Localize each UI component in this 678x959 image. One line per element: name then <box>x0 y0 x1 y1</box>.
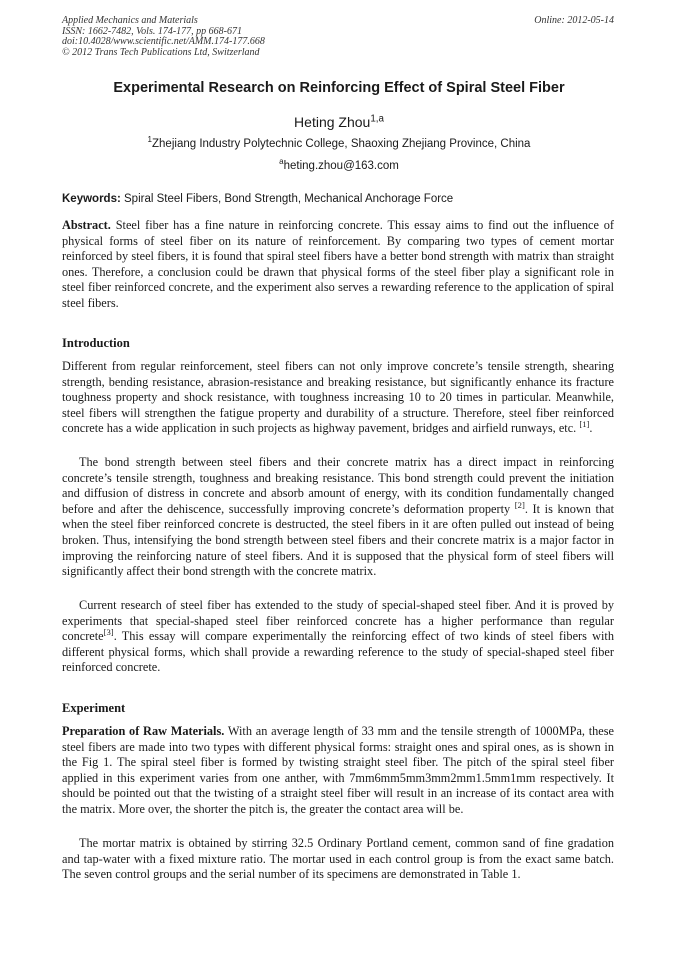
affiliation-mark: 1 <box>147 135 153 145</box>
section-heading-experiment: Experiment <box>62 701 126 715</box>
citation-2: [2] <box>514 499 525 510</box>
intro-paragraph-2 <box>62 455 614 580</box>
section-heading-introduction: Introduction <box>62 336 130 350</box>
keywords <box>62 193 614 205</box>
citation-3: [3] <box>103 627 114 638</box>
experiment-paragraph-2: The mortar matrix is obtained by stirring 32.5 Ordinary Portland cement, common sand of fine gradation and tap-water with a fixed mixture ratio. The mortar used in each control group is from the exact same batch. The seven control groups and the serial number of its specimens are demonstrated in Table 1. <box>62 836 614 882</box>
affiliation-text: Zhejiang Industry Polytechnic College, Shaoxing Zhejiang Province, China <box>152 138 531 150</box>
abstract <box>62 218 614 312</box>
journal-name: Applied Mechanics and Materials <box>62 15 198 26</box>
intro-p2-text-b: . It is known that when the steel fiber reinforced concrete is destructed, the steel fibers in it are often pulled out instead of being broken. Thus, intensifying the bond strength between steel fibers and their concrete matrix is a major factor in improving the reinforcing nature of steel fibers. And it is supposed that the physical form of steel fibers will significantly affect their bond strength with the concrete matrix. <box>62 501 614 579</box>
intro-p3-text-b: . This essay will compare experimentally the reinforcing effect of two kinds of steel fibers with different physical forms, which shall provide a rewarding reference to the study of special-shaped steel fiber reinforced concrete. <box>62 629 614 675</box>
keywords-label: Keywords: <box>62 193 121 205</box>
author-line <box>0 114 678 130</box>
author-marks: 1,a <box>370 113 384 125</box>
copyright-line: © 2012 Trans Tech Publications Ltd, Switzerland <box>62 46 260 58</box>
subsection-label: Preparation of Raw Materials. <box>62 724 225 738</box>
intro-p1-end: . <box>589 421 593 436</box>
journal-header <box>62 16 614 58</box>
online-date: Online: 2012-05-14 <box>534 15 614 26</box>
intro-paragraph-1 <box>62 359 614 437</box>
intro-p1-text: Different from regular reinforcement, steel fibers can not only improve concrete’s tensile strength, shearing strength, bending resistance, abrasion-resistance and breaking resistance, but significantly enhance its fracture toughness property and shock resistance, with toughness increasing 10 to 20 times in particular. Meanwhile, steel fibers will strengthen the fatigue property and durability of a structure. Therefore, steel fiber reinforced concrete has a wide application in such projects as highway pavement, bridges and airfield runways, etc. <box>62 359 614 436</box>
intro-paragraph-3 <box>62 598 614 676</box>
author-name: Heting Zhou <box>294 114 371 130</box>
experiment-p1-text: With an average length of 33 mm and the tensile strength of 1000MPa, these steel fibers are made into two types with different physical forms: straight ones and spiral ones, as is shown in the Fig 1. The spiral steel fiber is formed by twisting straight steel fiber. The pitch of the spiral steel fiber applied in this experiment varies from one anther, with 7mm6mm5mm3mm2mm1.5mm1mm respectively. It should be pointed out that the twisting of a straight steel fiber will result in an increase of its contact area with the matrix. More over, the shorter the pitch is, the greater the contact area will be. <box>62 724 615 816</box>
doi-line: doi:10.4028/www.scientific.net/AMM.174-177.668 <box>62 36 265 48</box>
issn-line: ISSN: 1662-7482, Vols. 174-177, pp 668-671 <box>62 25 242 37</box>
citation-1: [1] <box>579 419 590 430</box>
email-text: heting.zhou@163.com <box>283 160 399 172</box>
author-email <box>0 157 678 172</box>
email-mark: a <box>279 157 284 167</box>
abstract-label: Abstract. <box>62 218 111 232</box>
keywords-text: Spiral Steel Fibers, Bond Strength, Mechanical Anchorage Force <box>124 193 454 205</box>
paper-title: Experimental Research on Reinforcing Effect of Spiral Steel Fiber <box>113 80 565 96</box>
affiliation <box>0 135 678 150</box>
intro-p2-text-a: The bond strength between steel fibers and their concrete matrix has a direct impact in reinforcing concrete’s tensile strength, toughness and breaking resistance. This bond strength could prevent the initiation and diffusion of distress in concrete and absorb amount of energy, with its condition fundamentally changed before and after the dehiscence, successfully improving concrete’s deformation property <box>62 455 614 516</box>
abstract-text: Steel fiber has a fine nature in reinforcing concrete. This essay aims to find out the influence of physical forms of steel fiber on its nature of reinforcement. By comparing two types of cement mortar reinforced by steel fibers, it is found that spiral steel fibers have a better bond strength with matrix than straight ones. Therefore, a conclusion could be drawn that physical forms of the steel fiber play a significant role in steel fiber reinforced concrete, and the experiment also serves a rewarding reference to the application of spiral steel fibers. <box>62 218 614 310</box>
experiment-paragraph-1 <box>62 724 614 818</box>
intro-p3-text-a: Current research of steel fiber has extended to the study of special-shaped steel fiber. And it is proved by experiments that special-shaped steel fiber reinforced concrete has a higher performance than regular concrete <box>62 598 614 644</box>
